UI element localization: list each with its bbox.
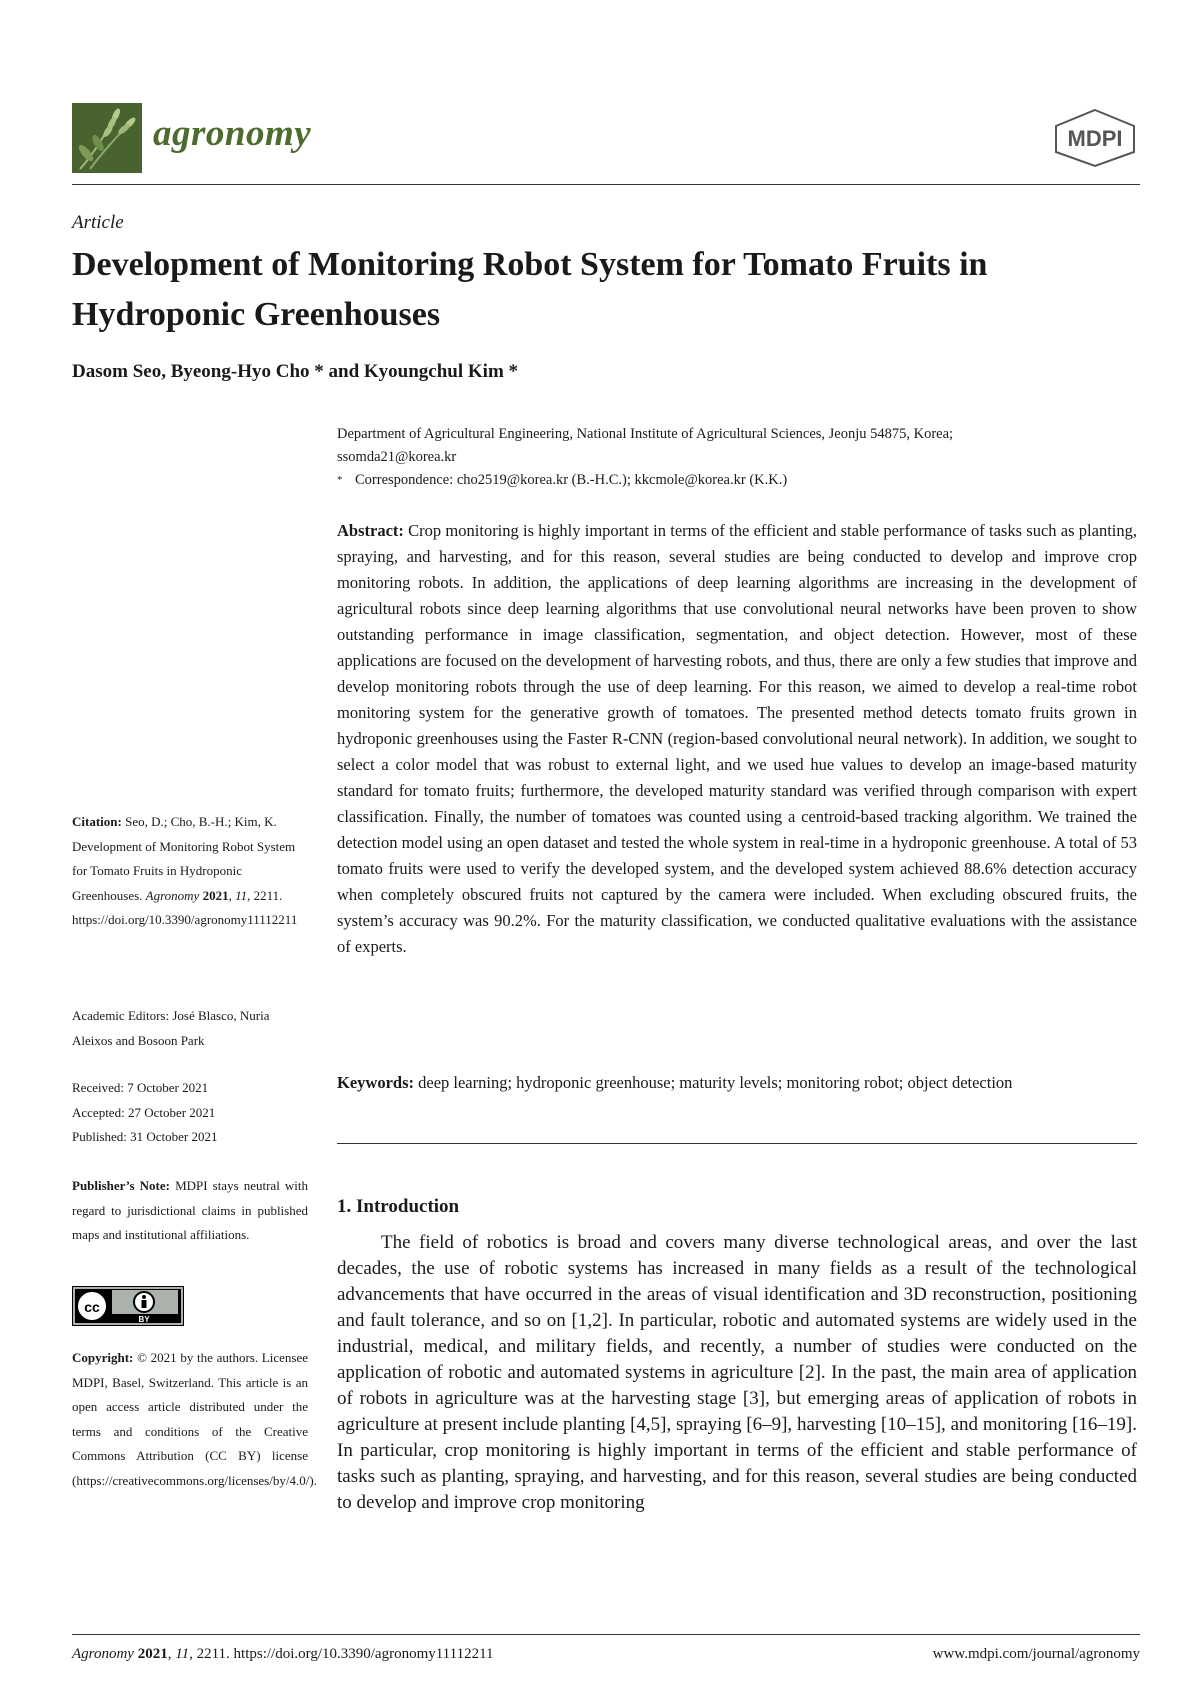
academic-editors: Academic Editors: José Blasco, Nuria Aleixos and Bosoon Park: [72, 1008, 270, 1048]
section-heading: 1. Introduction: [337, 1196, 460, 1217]
publisher-note-text: MDPI stays neutral with regard to jurisdictional claims in published maps and institutional affiliations.: [72, 1178, 308, 1242]
footer-volume: 11: [175, 1646, 190, 1662]
footer-citation: Agronomy 2021, 11, 2211. https://doi.org/10.3390/agronomy11112211: [72, 1646, 494, 1662]
accepted-date: Accepted: 27 October 2021: [72, 1104, 216, 1120]
author-list: Dasom Seo, Byeong-Hyo Cho * and Kyoungchul Kim *: [72, 361, 519, 382]
footer-journal-url[interactable]: www.mdpi.com/journal/agronomy: [932, 1646, 1140, 1662]
introduction-paragraph: The field of robotics is broad and covers many diverse technological areas, and over the last decades, the use of robotic systems has increased in many fields as a result of the technological advancements that have occurred in the areas of visual identification and 3D reconstruction, positioning and fault tolerance, and so on [1,2]. In particular, robotic and automated systems are widely used in the industrial, medical, and military fields, and recently, a number of studies were conducted on the application of robotic and automated systems in agriculture [2]. In the past, the main area of application of robots in agriculture was at the harvesting stage [3], but emerging areas of application of robots in agriculture at present include planting [4,5], spraying [6–9], harvesting [10–15], and monitoring [16–19]. In particular, crop monitoring is highly important in terms of the efficient and stable performance of tasks such as planting, spraying, and harvesting, and for this reason, several studies are being conducted to develop and improve crop monitoring: [337, 1232, 1137, 1513]
abstract-text: Crop monitoring is highly important in terms of the efficient and stable performance of tasks such as planting, spraying, and harvesting, and for this reason, several studies are being conducted to develop and improve crop monitoring robots. In addition, the applications of deep learning algorithms are increasing in the development of agricultural robots since deep learning algorithms that use convolutional neural networks have been proven to show outstanding performance in image classification, segmentation, and object detection. However, most of these applications are focused on the development of harvesting robots, and thus, there are only a few studies that improve and develop monitoring robots through the use of deep learning. For this reason, we aimed to develop a real-time robot monitoring system for the generative growth of tomatoes. The presented method detects tomato fruits grown in hydroponic greenhouses using the Faster R-CNN (region-based convolutional neural network). In addition, we sought to select a color model that was robust to external light, and we used hue values to develop an image-based maturity standard for tomato fruits; furthermore, the developed maturity standard was verified through comparison with expert classification. Finally, the number of tomatoes was counted using a centroid-based tracking algorithm. We trained the detection model using an open dataset and tested the whole system in real-time in a hydroponic greenhouse. A total of 53 tomato fruits were used to verify the developed system, and the developed system achieved 88.6% detection accuracy when completely obscured fruits not captured by the camera were included. When excluding obscured fruits, the system’s accuracy was 90.2%. For the maturity classification, we conducted qualitative evaluations with the assistance of experts.: [337, 521, 1137, 956]
dates-block: [72, 1076, 308, 1150]
wheat-icon: [72, 103, 142, 173]
introduction-body: [337, 1230, 1137, 1516]
citation-year: 2021: [202, 887, 229, 903]
affiliation: [337, 423, 1137, 492]
article-type: Article: [72, 212, 124, 233]
footer-year: 2021: [137, 1646, 168, 1662]
keywords-text: deep learning; hydroponic greenhouse; maturity levels; monitoring robot; object detection: [418, 1073, 1013, 1092]
publisher-note: [72, 1174, 308, 1248]
abstract-rule: [337, 1143, 1137, 1144]
abstract: [337, 518, 1137, 960]
abstract-label: Abstract:: [337, 521, 404, 540]
keywords: [337, 1070, 1137, 1096]
header-rule: [72, 184, 1140, 185]
copyright-label: Copyright:: [72, 1350, 134, 1365]
paper-title: Development of Monitoring Robot System for Tomato Fruits in Hydroponic Greenhouses: [72, 246, 988, 333]
footer-rule: [72, 1634, 1140, 1635]
cc-badge-text: BY: [138, 1315, 150, 1324]
correspondence: [337, 469, 1137, 492]
affiliation-email: ssomda21@korea.kr: [337, 449, 457, 465]
published-date: Published: 31 October 2021: [72, 1129, 218, 1144]
affiliation-line: Department of Agricultural Engineering, National Institute of Agricultural Sciences, Jeonju 54875, Korea;: [337, 426, 954, 442]
citation-block: Citation: Seo, D.; Cho, B.-H.; Kim, K. Development of Monitoring Robot System for Tomato Fruits in Hydroponic Greenhouses. Agronomy 2021, 11, 2211. https://doi.org/10.3390/agronomy11112211: [72, 814, 298, 927]
journal-logo: [72, 103, 142, 173]
copyright-block: [72, 1346, 317, 1493]
correspondence-text: Correspondence: cho2519@korea.kr (B.-H.C.); kkcmole@korea.kr (K.K.): [355, 472, 788, 488]
publisher-logo: [1050, 108, 1140, 168]
svg-text:cc: cc: [84, 1299, 100, 1315]
publisher-note-label: Publisher’s Note:: [72, 1178, 170, 1193]
footer-doi[interactable]: , 2211. https://doi.org/10.3390/agronomy11112211: [189, 1646, 494, 1662]
copyright-text: © 2021 by the authors. Licensee MDPI, Basel, Switzerland. This article is an open access article distributed under the terms and conditions of the Creative Commons Attribution (CC BY) license (https://creativecommons.org/licenses/by/4.0/).: [72, 1350, 317, 1488]
citation-volume: 11: [235, 887, 248, 903]
journal-name: agronomy: [153, 113, 312, 154]
citation-doi[interactable]: , 2211. https://doi.org/10.3390/agronomy11112211: [72, 887, 298, 927]
publisher-name: MDPI: [1067, 126, 1123, 151]
correspondence-mark: *: [337, 474, 343, 486]
citation-label: Citation:: [72, 814, 122, 829]
received-date: Received: 7 October 2021: [72, 1080, 209, 1095]
footer-journal: Agronomy: [72, 1646, 134, 1662]
cc-by-badge[interactable]: [72, 1286, 184, 1326]
citation-text: Seo, D.; Cho, B.-H.; Kim, K. Development of Monitoring Robot System for Tomato Fruits in Hydroponic Greenhouses.: [72, 814, 296, 903]
citation-journal: Agronomy: [145, 887, 200, 903]
keywords-label: Keywords:: [337, 1073, 414, 1092]
